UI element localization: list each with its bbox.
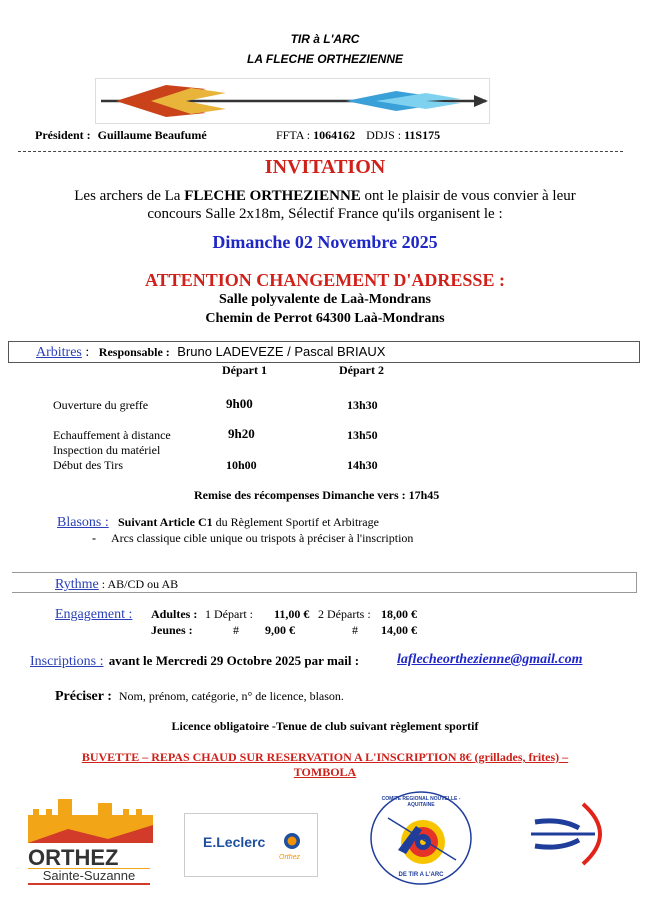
jeunes-hash-1: # <box>233 623 239 637</box>
intro-1a: Les archers de La <box>74 188 185 204</box>
row-label-inspection: Inspection du matériel <box>53 443 161 457</box>
row-label-debut: Début des Tirs <box>53 458 124 472</box>
adultes-label: Adultes : <box>151 607 198 621</box>
invitation-title: INVITATION <box>264 156 386 178</box>
blasons-row <box>57 514 379 531</box>
depart-2-header: Départ 2 <box>339 363 384 377</box>
intro-line-2: concours Salle 2x18m, Sélectif France qu'ils organisent le : <box>147 206 503 222</box>
rewards-line: Remise des récompenses Dimanche vers : 17h45 <box>194 488 440 502</box>
jeunes-label: Jeunes : <box>151 623 193 637</box>
jeunes-1-value: 9,00 € <box>265 623 295 637</box>
preciser-label: Préciser : <box>55 689 112 704</box>
ddjs-label: DDJS : <box>366 128 402 142</box>
comite-bottom-text: DE TIR A L'ARC <box>398 872 444 878</box>
arbitres-sep: : <box>81 345 90 360</box>
leclerc-title: E.Leclerc <box>203 834 266 850</box>
jeunes-hash-2: # <box>352 623 358 637</box>
leclerc-subtitle: Orthez <box>279 854 301 861</box>
comite-top-text: COMITE REGIONAL NOUVELLE - AQUITAINE <box>381 796 461 808</box>
ddjs-value: 11S175 <box>404 128 441 142</box>
orthez-subtitle: Sainte-Suzanne <box>28 868 150 885</box>
arrow-icon <box>96 79 489 123</box>
arrow-banner <box>95 78 490 124</box>
preciser-row <box>55 687 344 705</box>
blasons-rest: du Règlement Sportif et Arbitrage <box>212 515 379 529</box>
ffta-label: FFTA : <box>276 128 311 142</box>
rythme-label: Rythme <box>55 577 99 592</box>
president-name: Guillaume Beaufumé <box>97 128 207 142</box>
president-label: Président : <box>35 128 91 142</box>
address-line-1: Salle polyvalente de Laà-Mondrans <box>219 292 431 307</box>
jeunes-2-value: 14,00 € <box>381 623 417 637</box>
rythme-row <box>55 575 178 593</box>
inscriptions-text: avant le Mercredi 29 Octobre 2025 par mail : <box>108 653 360 668</box>
leclerc-sun-icon <box>283 832 301 850</box>
licence-line: Licence obligatoire -Tenue de club suivant règlement sportif <box>171 719 479 733</box>
bullet-mark: - <box>92 531 96 545</box>
address-line-2: Chemin de Perrot 64300 Laà-Mondrans <box>205 311 445 326</box>
engagement-label <box>55 605 132 623</box>
row-echauffement-d2: 13h50 <box>347 428 378 442</box>
arbitres-row <box>36 344 385 361</box>
ffta-row <box>276 128 440 143</box>
intro-1c: ont le plaisir de vous convier à leur <box>360 188 576 204</box>
responsable-label: Responsable : <box>98 345 170 359</box>
email-link[interactable]: laflecheorthezienne@gmail.com <box>397 652 583 667</box>
header-line1: TIR à L'ARC <box>290 32 360 46</box>
row-label-greffe: Ouverture du greffe <box>53 398 149 412</box>
depart-1-header: Départ 1 <box>222 363 267 377</box>
orthez-castle-icon <box>28 795 158 843</box>
arbitres-label: Arbitres <box>36 345 82 360</box>
adultes-2-value: 18,00 € <box>381 607 417 621</box>
row-debut-d1: 10h00 <box>226 458 257 472</box>
adultes-2-label: 2 Départs : <box>318 607 371 621</box>
row-echauffement-d1: 9h20 <box>228 426 255 441</box>
row-label-echauffement: Echauffement à distance <box>53 428 171 442</box>
ffta-bow-icon <box>525 800 617 868</box>
adultes-1-label: 1 Départ : <box>205 607 253 621</box>
logo-ffta <box>525 800 617 868</box>
inscriptions-label: Inscriptions : <box>30 654 104 669</box>
buvette-line-1: BUVETTE – REPAS CHAUD SUR RESERVATION A L'INSCRIPTION 8€ (grillades, frites) – <box>81 750 569 764</box>
intro-line-1 <box>0 188 650 205</box>
orthez-title: ORTHEZ <box>28 845 119 870</box>
ffta-value: 1064162 <box>313 128 356 142</box>
header-divider <box>18 151 623 152</box>
row-greffe-d1: 9h00 <box>226 396 253 411</box>
header-line2: LA FLECHE ORTHEZIENNE <box>246 52 403 66</box>
logo-comite <box>368 790 474 886</box>
buvette-line-2: TOMBOLA <box>293 765 357 779</box>
logo-leclerc <box>184 813 318 877</box>
blasons-bullet <box>92 531 413 546</box>
inscriptions-row <box>30 653 359 670</box>
preciser-text: Nom, prénom, catégorie, n° de licence, blason. <box>118 689 344 703</box>
intro-club-name: FLECHE ORTHEZIENNE <box>184 188 361 204</box>
row-debut-d2: 14h30 <box>347 458 378 472</box>
logo-orthez <box>28 795 158 883</box>
blasons-article: Suivant Article C1 <box>117 515 213 529</box>
row-greffe-d2: 13h30 <box>347 398 378 412</box>
attention-title: ATTENTION CHANGEMENT D'ADRESSE : <box>145 270 505 290</box>
responsable-names: Bruno LADEVEZE / Pascal BRIAUX <box>177 344 386 359</box>
president-row <box>35 128 207 143</box>
blasons-bullet-text: Arcs classique cible unique ou trispots à préciser à l'inscription <box>111 531 414 545</box>
rythme-text: : AB/CD ou AB <box>98 577 179 591</box>
event-date: Dimanche 02 Novembre 2025 <box>212 232 438 252</box>
engagement-label-text: Engagement : <box>55 607 133 622</box>
adultes-1-value: 11,00 € <box>274 607 310 621</box>
blasons-label: Blasons : <box>57 515 109 530</box>
